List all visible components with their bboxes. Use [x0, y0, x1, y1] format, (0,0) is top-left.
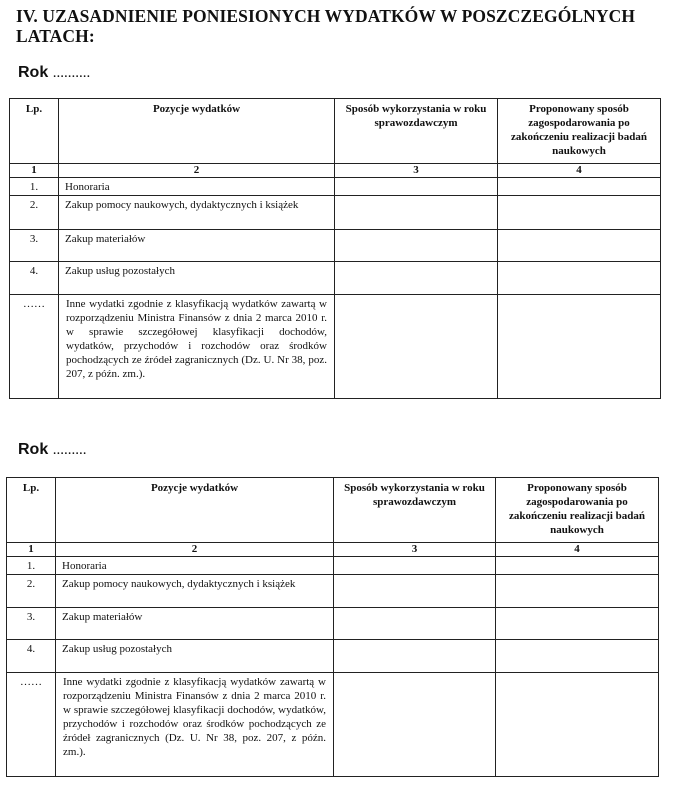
proposed-use-cell[interactable]: [496, 608, 659, 640]
header-proposed-use: Proponowany sposób zagospodarowania po zakończeniu realizacji badań naukowych: [498, 99, 661, 164]
usage-cell[interactable]: [335, 178, 498, 196]
header-expense-items: Pozycje wydatków: [56, 478, 334, 543]
rok-year-placeholder[interactable]: ..........: [52, 65, 91, 81]
table-row: [7, 608, 659, 640]
column-number: 4: [498, 164, 661, 178]
column-number: 1: [7, 543, 56, 557]
header-lp: Lp.: [10, 99, 59, 164]
table-row: [7, 557, 659, 575]
header-lp: Lp.: [7, 478, 56, 543]
row-item: Zakup usług pozostałych: [59, 262, 335, 295]
usage-cell[interactable]: [334, 557, 496, 575]
table-row: [10, 295, 661, 399]
column-number: 3: [334, 543, 496, 557]
row-lp: 4.: [7, 640, 56, 673]
table-row: [10, 230, 661, 262]
row-lp: 2.: [7, 575, 56, 608]
usage-cell[interactable]: [334, 575, 496, 608]
row-item: Zakup materiałów: [59, 230, 335, 262]
row-lp: 4.: [10, 262, 59, 295]
table-row: [7, 640, 659, 673]
table-row: [7, 575, 659, 608]
row-item: Zakup usług pozostałych: [56, 640, 334, 673]
proposed-use-cell[interactable]: [498, 196, 661, 230]
usage-cell[interactable]: [335, 230, 498, 262]
row-lp: 1.: [7, 557, 56, 575]
row-lp: 3.: [10, 230, 59, 262]
row-lp: 2.: [10, 196, 59, 230]
row-item: Inne wydatki zgodnie z klasyfikacją wydatków zawartą w rozporządzeniu Ministra Finansów z dnia 2 marca 2010 r. w sprawie szczegółowej klasyfikacji dochodów, wydatków, przychodów i rozchodów oraz środków pochodzących ze źródeł zagranicznych (Dz. U. Nr 38, poz. 207, z późn. zm.).: [59, 295, 335, 399]
proposed-use-cell[interactable]: [496, 640, 659, 673]
expenses-table-1: [9, 98, 661, 399]
proposed-use-cell[interactable]: [498, 295, 661, 399]
proposed-use-cell[interactable]: [496, 575, 659, 608]
row-item: Zakup materiałów: [56, 608, 334, 640]
row-lp: 1.: [10, 178, 59, 196]
column-number: 2: [59, 164, 335, 178]
row-item: Honoraria: [56, 557, 334, 575]
row-lp: 3.: [7, 608, 56, 640]
row-item: Honoraria: [59, 178, 335, 196]
rok-label-2: [18, 441, 86, 459]
usage-cell[interactable]: [335, 196, 498, 230]
table-row: [10, 196, 661, 230]
row-item: Zakup pomocy naukowych, dydaktycznych i książek: [59, 196, 335, 230]
column-number: 2: [56, 543, 334, 557]
proposed-use-cell[interactable]: [496, 557, 659, 575]
rok-label-text: Rok: [18, 64, 49, 81]
row-lp: ……: [7, 673, 56, 777]
proposed-use-cell[interactable]: [496, 673, 659, 777]
row-lp: ……: [10, 295, 59, 399]
usage-cell[interactable]: [334, 673, 496, 777]
column-number: 4: [496, 543, 659, 557]
usage-cell[interactable]: [335, 262, 498, 295]
rok-year-placeholder[interactable]: .........: [52, 442, 87, 458]
proposed-use-cell[interactable]: [498, 178, 661, 196]
table-row: [10, 178, 661, 196]
header-proposed-use: Proponowany sposób zagospodarowania po zakończeniu realizacji badań naukowych: [496, 478, 659, 543]
usage-cell[interactable]: [334, 640, 496, 673]
header-usage: Sposób wykorzystania w roku sprawozdawczym: [335, 99, 498, 164]
proposed-use-cell[interactable]: [498, 262, 661, 295]
header-expense-items: Pozycje wydatków: [59, 99, 335, 164]
column-number: 1: [10, 164, 59, 178]
rok-label-text: Rok: [18, 441, 49, 458]
expenses-table-2: [6, 477, 659, 777]
header-usage: Sposób wykorzystania w roku sprawozdawczym: [334, 478, 496, 543]
document-heading: IV. UZASADNIENIE PONIESIONYCH WYDATKÓW W POSZCZEGÓLNYCH LATACH:: [16, 6, 636, 46]
usage-cell[interactable]: [334, 608, 496, 640]
table-row: [7, 673, 659, 777]
column-number: 3: [335, 164, 498, 178]
rok-label-1: [18, 64, 90, 82]
table-row: [10, 262, 661, 295]
row-item: Inne wydatki zgodnie z klasyfikacją wydatków zawartą w rozporządzeniu Ministra Finansów z dnia 2 marca 2010 r. w sprawie szczegółowej klasyfikacji dochodów, wydatków, przychodów i rozchodów oraz środków pochodzących ze źródeł zagranicznych (Dz. U. Nr 38, poz. 207, z późn. zm.).: [56, 673, 334, 777]
usage-cell[interactable]: [335, 295, 498, 399]
proposed-use-cell[interactable]: [498, 230, 661, 262]
row-item: Zakup pomocy naukowych, dydaktycznych i książek: [56, 575, 334, 608]
